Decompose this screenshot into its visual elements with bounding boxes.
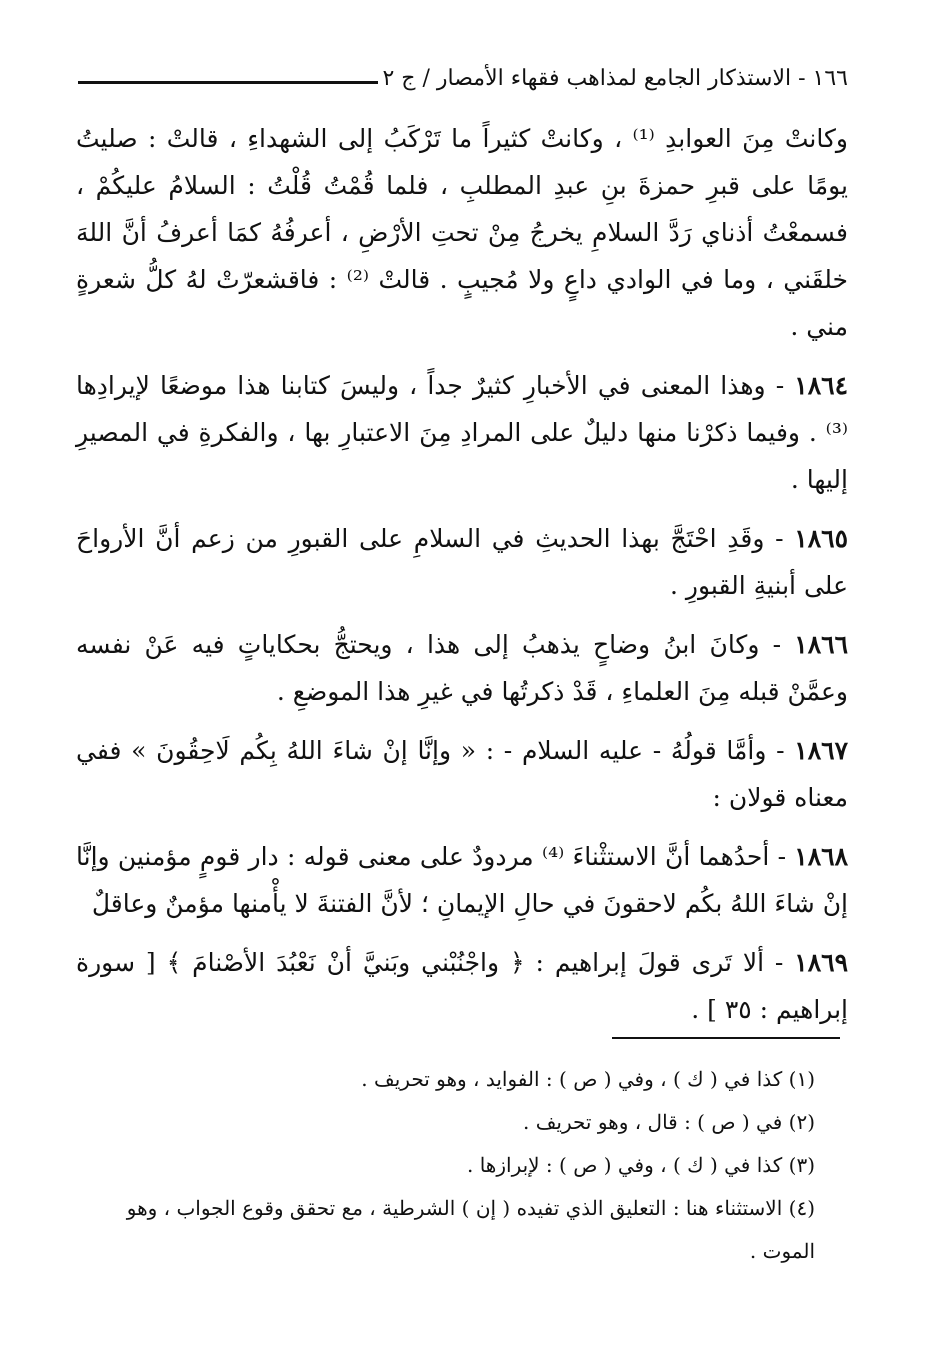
- paragraph-number: ١٨٦٩: [794, 948, 848, 977]
- paragraph-text: - وقَدِ احْتَجَّ بهذا الحديثِ في السلامِ على القبورِ من زعم أنَّ الأرواحَ على أبنيةِ القبورِ .: [76, 524, 848, 600]
- running-title: ١٦٦ - الاستذكار الجامع لمذاهب فقهاء الأمصار / ج ٢: [382, 66, 848, 91]
- footnotes: [70, 1058, 815, 1273]
- paragraph-1869: [76, 939, 848, 1033]
- paragraph-number: ١٨٦٤: [794, 371, 849, 400]
- paragraph-number: ١٨٦٧: [794, 736, 848, 765]
- paragraph-text: - وكانَ ابنُ وضاحٍ يذهبُ إلى هذا ، ويحتجُّ بحكاياتٍ فيه عَنْ نفسه وعمَّنْ قبله مِنَ العلماءِ ، قَدْ ذكرتُها في غيرِ هذا الموضعِ .: [76, 630, 848, 706]
- paragraph-text: - أحدُهما أنَّ الاستثْناءَ ⁽⁴⁾ مردودٌ على معنى قوله : دار قومٍ مؤمنين وإنَّا إنْ شاءَ اللهُ بكُم لاحقونَ في حالِ الإيمانِ ؛ لأنَّ الفتنةَ لا يأْمنها مؤمنٌ وعاقلٌ: [76, 842, 848, 918]
- footnote-2: (٢) في ( ص ) : قال ، وهو تحريف .: [522, 1110, 815, 1134]
- paragraph-number: ١٨٦٥: [794, 524, 848, 553]
- paragraph-number: ١٨٦٦: [794, 630, 848, 659]
- main-text: [76, 115, 848, 1045]
- paragraph-text: وكانتْ مِنَ العوابدِ ⁽¹⁾ ، وكانتْ كثيراً ما تَرْكَبُ إلى الشهداءِ ، قالتْ : صليتُ يومًا على قبرِ حمزةَ بنِ عبدِ المطلبِ ، فلما قُمْتُ قُلْتُ : السلامُ عليكُمْ ، فسمعْتُ أذناي رَدَّ السلامِ يخرجُ مِنْ تحتِ الأرْضِ ، أعرفُهُ كمَا أعرفُ أنَّ اللهَ خلقَني ، وما في الوادي داعٍ ولا مُجيبٍ . قالتْ ⁽²⁾ : فاقشعرّتْ لهُ كلُّ شعرةٍ مني .: [76, 124, 848, 341]
- paragraph-1868: [76, 833, 848, 927]
- running-header: [78, 62, 848, 102]
- paragraph-1866: [76, 621, 848, 715]
- paragraph-number: ١٨٦٨: [794, 842, 848, 871]
- paragraph-1867: [76, 727, 848, 821]
- paragraph-text: - ألا تَرى قولَ إبراهيم : ﴿ واجْنُبْني وبَنيَّ أنْ نَعْبُدَ الأصْنامَ ﴾ [ سورة إبراهيم : ٣٥ ] .: [76, 948, 848, 1024]
- footnote-4: (٤) الاستثناء هنا : التعليق الذي تفيده ( إن ) الشرطية ، مع تحقق وقوع الجواب ، وهو الموت .: [126, 1196, 815, 1263]
- paragraph-1864: [76, 362, 848, 503]
- paragraph-text: - وهذا المعنى في الأخبارِ كثيرٌ جداً ، وليسَ كتابنا هذا موضعًا لإيرادِها ⁽³⁾ . وفيما ذكرْنا منها دليلٌ على المرادِ مِنَ الاعتبارِ بها ، والفكرةِ في المصيرِ إليها .: [76, 371, 848, 494]
- footnote-3: (٣) كذا في ( ك ) ، وفي ( ص ) : لإبرازها .: [467, 1153, 815, 1177]
- paragraph-continuation: [76, 115, 848, 350]
- paragraph-text: - وأمَّا قولُهُ - عليه السلام - : « وإنَّا إنْ شاءَ اللهُ بِكُم لَاحِقُونَ » ففي معناه قولان :: [76, 736, 848, 812]
- paragraph-1865: [76, 515, 848, 609]
- footnote-1: (١) كذا في ( ك ) ، وفي ( ص ) : الفوايد ، وهو تحريف .: [361, 1067, 815, 1091]
- header-rule: [78, 81, 378, 84]
- footnote-separator: [612, 1037, 840, 1039]
